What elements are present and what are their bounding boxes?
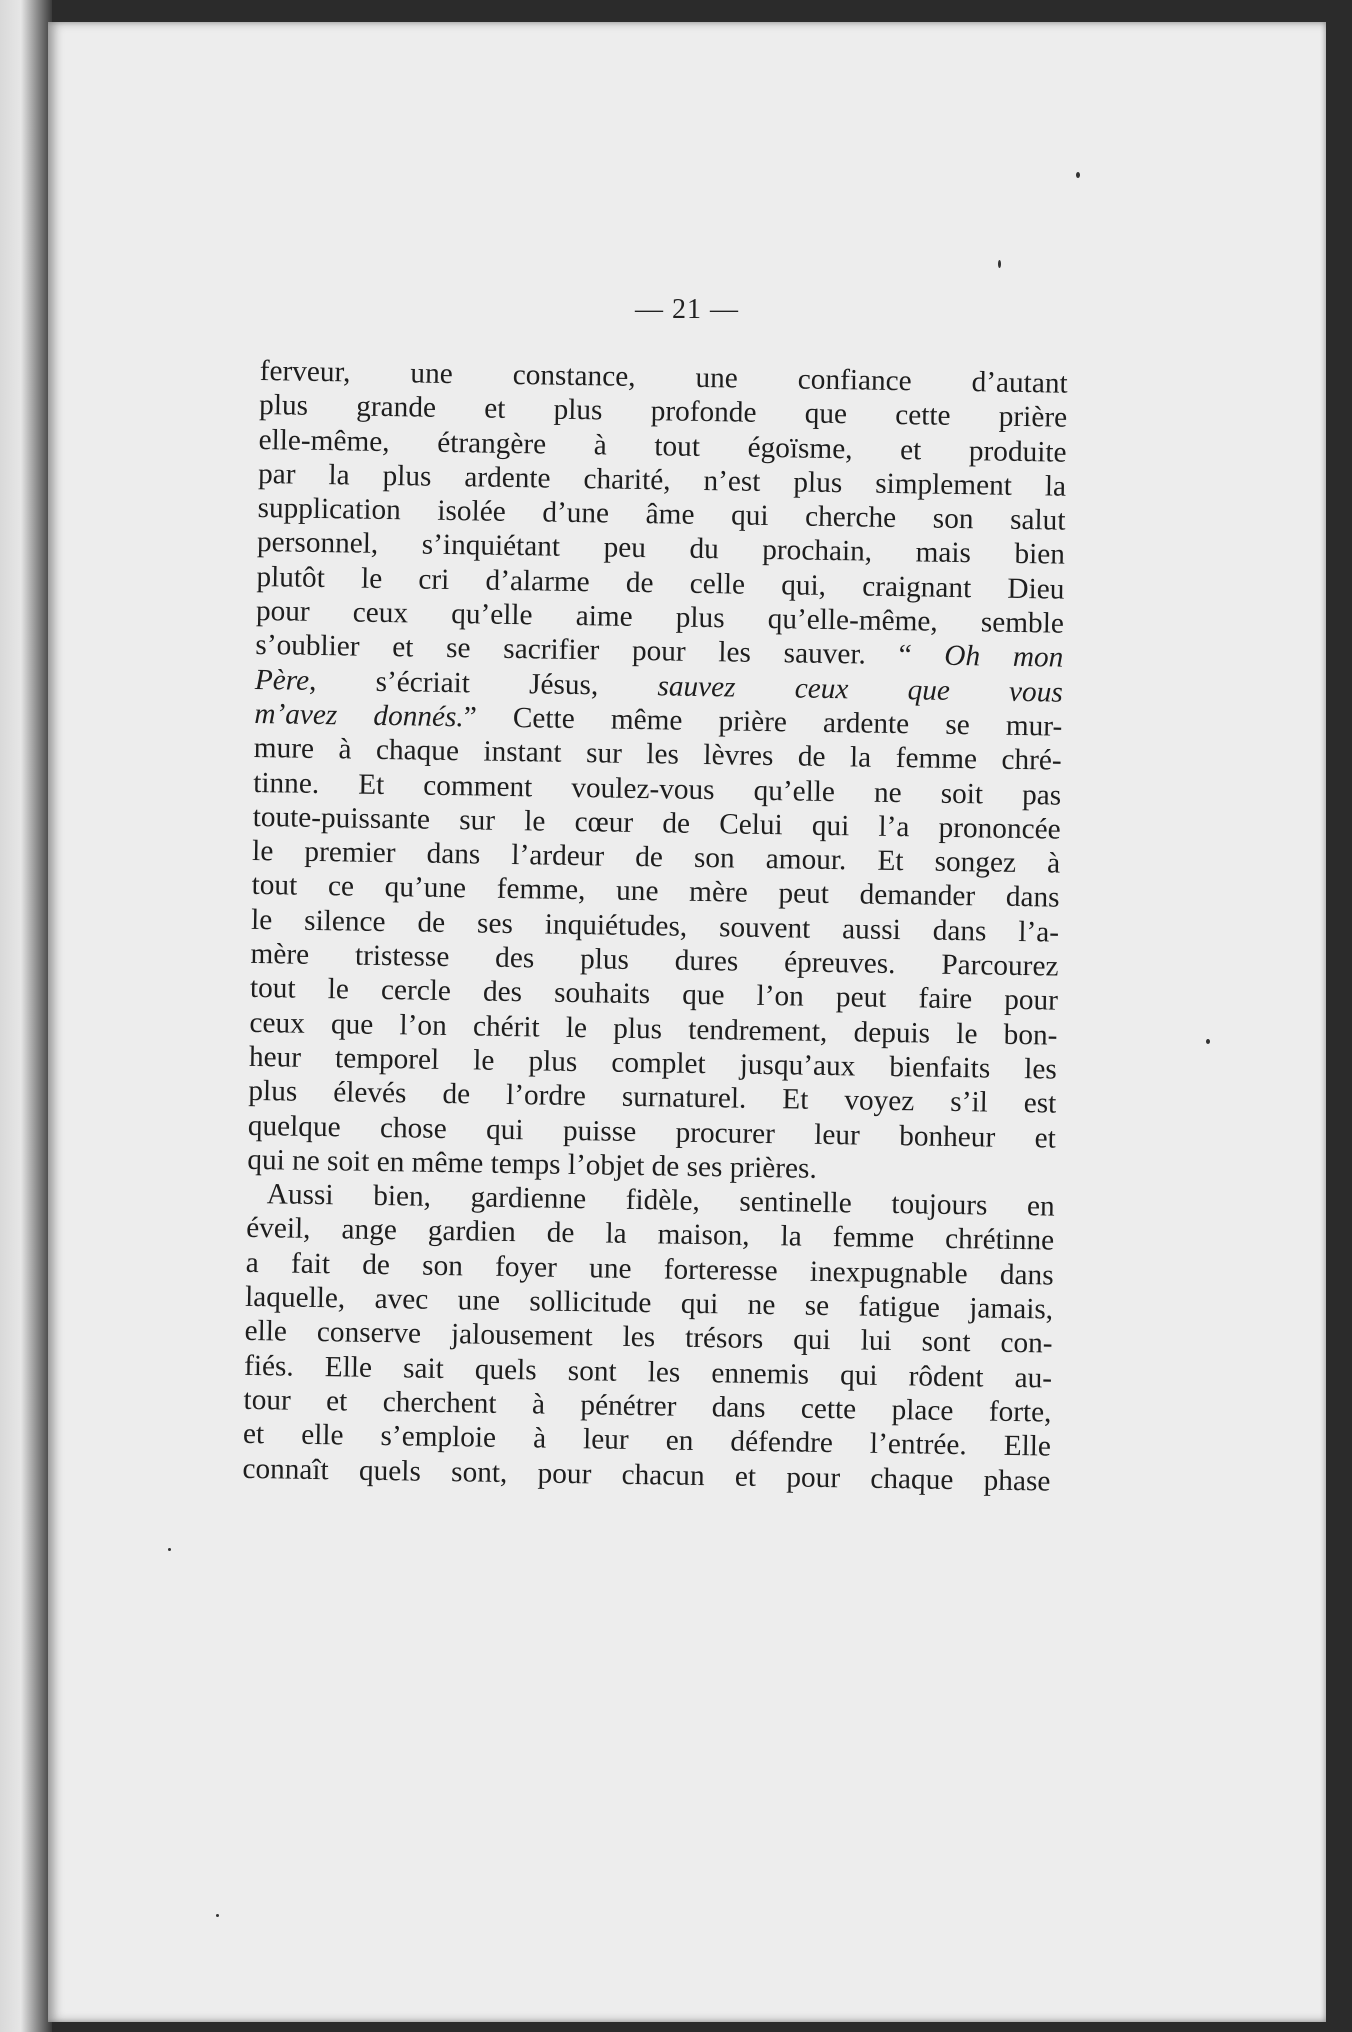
paragraph-2: [242, 1177, 1055, 1498]
text-line: personnel, s’inquiétant peu du prochain, mais bien: [256, 526, 1066, 572]
text-line: qui ne soit en même temps l’objet de ses prières.: [247, 1143, 818, 1185]
text-line: a fait de son foyer une forteresse inexpugnable dans: [245, 1246, 1054, 1292]
text-line: plus élevés de l’ordre surnaturel. Et voyez s’il est: [248, 1075, 1057, 1120]
text-line: par la plus ardente charité, n’est plus simplement la: [257, 457, 1067, 503]
text-line: plus grande et plus profonde que cette prière: [258, 389, 1068, 434]
text-line: Père, s’écriait Jésus, sauvez ceux que vous: [254, 663, 1064, 709]
italic-quote: m’avez donnés.: [254, 697, 465, 734]
text-line: tinne. Et comment voulez-vous qu’elle ne soit pas: [253, 766, 1062, 812]
text-line: ceux que l’on chérit le plus tendrement, depuis le bon-: [249, 1006, 1058, 1052]
paragraph-1: [247, 354, 1068, 1190]
text-line: et elle s’emploie à leur en défendre l’entrée. Elle: [242, 1418, 1052, 1463]
text-line: quelque chose qui puisse procurer leur bonheur et: [247, 1109, 1057, 1155]
text-line: ferveur, une constance, une confiance d’autant: [259, 354, 1068, 400]
dust-speck: [168, 1548, 171, 1551]
text-line: tout le cercle des souhaits que l’on peut faire pour: [249, 972, 1059, 1017]
dust-speck: [1206, 1039, 1210, 1044]
text-line: tout ce qu’une femme, une mère peut demander dans: [251, 869, 1060, 915]
text-line: mère tristesse des plus dures épreuves. Parcourez: [250, 937, 1059, 983]
text-line: tour et cherchent à pénétrer dans cette place forte,: [243, 1383, 1052, 1429]
italic-quote: Père: [254, 663, 310, 697]
text-line: heur temporel le plus complet jusqu’aux bienfaits les: [248, 1040, 1058, 1086]
italic-quote: Oh mon: [944, 640, 1064, 675]
binding-gutter: [0, 0, 52, 2032]
text-line: toute-puissante sur le cœur de Celui qui l’a prononcée: [252, 800, 1061, 846]
text-line: s’oublier et se sacrifier pour les sauver. “ Oh mon: [255, 629, 1064, 675]
text-line: pour ceux qu’elle aime plus qu’elle-même, semble: [255, 595, 1065, 640]
dust-speck: [216, 1914, 219, 1917]
text-line: elle conserve jalousement les trésors qui lui sont con-: [244, 1315, 1053, 1360]
text-line: fiés. Elle sait quels sont les ennemis qui rôdent au-: [243, 1349, 1053, 1395]
text-line: Aussi bien, gardienne fidèle, sentinelle toujours en: [266, 1178, 1055, 1223]
text-line: éveil, ange gardien de la maison, la femme chrétinne: [246, 1212, 1055, 1258]
page-number: — 21 —: [635, 294, 739, 325]
dust-speck: [1076, 172, 1080, 178]
text-line: mure à chaque instant sur les lèvres de la femme chré-: [253, 732, 1062, 777]
body-text: [242, 354, 1068, 1498]
text-line: le silence de ses inquiétudes, souvent aussi dans l’a-: [250, 903, 1060, 949]
text-line: elle-même, étrangère à tout égoïsme, et produite: [258, 423, 1067, 469]
text-line: connaît quels sont, pour chacun et pour chaque phase: [242, 1452, 1051, 1498]
text-line: le premier dans l’ardeur de son amour. Et songez à: [251, 835, 1061, 880]
dust-speck: [998, 260, 1001, 268]
book-page: [48, 22, 1326, 2022]
italic-quote: sauvez ceux que vous: [657, 669, 1064, 709]
text-line: plutôt le cri d’alarme de celle qui, craignant Dieu: [256, 560, 1065, 606]
text-line: supplication isolée d’une âme qui cherche son salut: [257, 492, 1066, 537]
text-line: laquelle, avec une sollicitude qui ne se fatigue jamais,: [244, 1280, 1054, 1326]
text-line: m’avez donnés.” Cette même prière ardente se mur-: [254, 697, 1063, 743]
